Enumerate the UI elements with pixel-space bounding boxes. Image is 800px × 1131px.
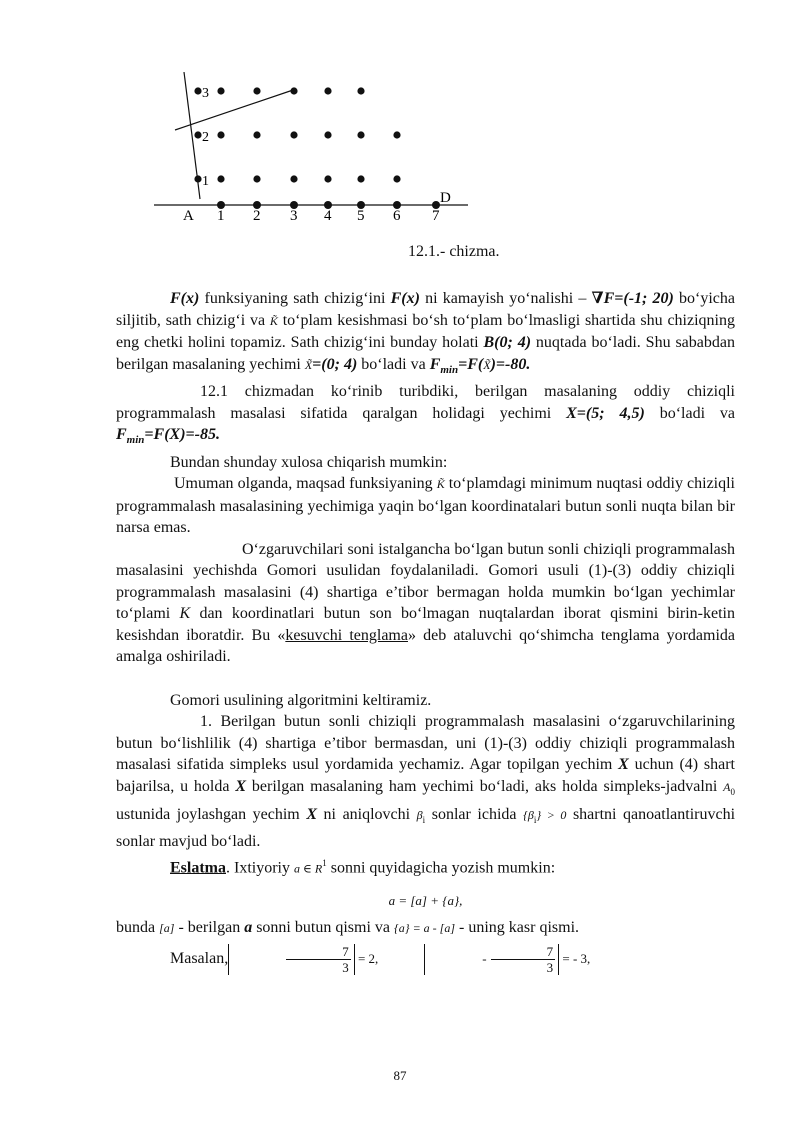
- p1-q: X̃: [483, 357, 491, 372]
- lattice-point: [324, 175, 331, 182]
- lattice-point: [217, 87, 224, 94]
- paragraph-4: [116, 473, 735, 539]
- body-text: [116, 288, 735, 975]
- p5-c: dan koordinatlari butun son bo‘lmagan nuqtalardan iborat qismini birin-ketin kesishdan iboratdir. Bu «: [116, 605, 735, 644]
- fraction-2: [491, 944, 556, 975]
- p1-c: F(x): [390, 290, 420, 307]
- p1-a: F(x): [170, 290, 200, 307]
- p1-h: to‘plam kesishmasi bo‘sh to‘plam bo‘lmasligi shartida shu chiziqning eng chetki holini topamiz. Sath chizig‘ini bunday holati: [116, 311, 735, 351]
- lattice-point: [290, 175, 297, 182]
- level-line: [175, 89, 296, 130]
- p7-f: A: [723, 779, 731, 794]
- p5-b: K: [179, 605, 191, 623]
- p7-a: 1. Berilgan butun sonli chiziqli programmalash masalasini o‘zgaruvchilarining butun bo‘lishlilik (4) shartiga e’tibor bermasdan, uni (1)-(3) oddiy chiziqli programmalash masalasi sifatida simpleks usul yordamida yechamiz. Agar topilgan yechim: [116, 713, 735, 774]
- lattice-point: [357, 87, 364, 94]
- paragraph-7: [116, 711, 735, 852]
- lattice-point: [194, 175, 201, 182]
- y-tick-label: 3: [202, 86, 209, 101]
- fraction-2-numerator: 7: [491, 944, 556, 960]
- p7-c: uchun (4) shart bajarilsa, u holda: [116, 756, 735, 795]
- p10-a: Masalan,: [170, 949, 229, 967]
- p9-f: {a} = a - [a]: [393, 921, 456, 936]
- x-tick-label: 7: [432, 208, 440, 224]
- fraction-2-denominator: 3: [546, 959, 554, 975]
- p7-k: β: [416, 807, 423, 822]
- p7-l: i: [422, 814, 426, 825]
- floor-bracket-2: [424, 944, 559, 975]
- lattice-point: [393, 175, 400, 182]
- p9-a: bunda: [116, 919, 160, 937]
- p1-b: funksiyaning sath chizig‘ini: [199, 290, 391, 307]
- p7-m: sonlar ichida: [425, 805, 524, 823]
- fraction-1-denominator: 3: [342, 959, 349, 975]
- paragraph-9: [116, 917, 735, 940]
- p5-e: » deb ataluvchi qo‘shimcha tenglama yordamida amalga oshiriladi.: [116, 626, 736, 666]
- p1-e: ∇F=(-1; 20): [591, 290, 674, 307]
- fraction-1-numerator: 7: [286, 944, 351, 960]
- paragraph-3: Bundan shunday xulosa chiqarish mumkin:: [170, 453, 448, 471]
- lattice-point: [324, 131, 331, 138]
- p1-i: B(0; 4): [483, 334, 532, 351]
- label-a: A: [183, 208, 194, 224]
- x-tick-label: 5: [357, 208, 365, 224]
- lattice-point: [217, 175, 224, 182]
- p2-d: F: [116, 426, 127, 444]
- y-tick-label: 2: [202, 130, 209, 145]
- p5-a: O‘zgaruvchilari soni istalgancha bo‘lgan butun sonli chiziqli programmalash masalasini yechishda Gomori usulidan foydalaniladi. Gomori usuli (1)-(3) oddiy chiziqli programmalash masalasini (4) shartiga e’tibor bermagan holda mumkin bo‘lgan yechimlar to‘plami: [116, 540, 735, 623]
- p1-o: min: [440, 363, 459, 376]
- p1-r: )=-80.: [490, 355, 531, 373]
- formula-fraction-decomposition: a = [a] + {a},: [388, 892, 463, 908]
- y-tick-label: 1: [202, 174, 209, 189]
- paragraph-8: [116, 853, 735, 880]
- p7-o: i: [533, 814, 537, 825]
- p7-p: } > 0: [536, 807, 567, 822]
- p7-n: {β: [523, 807, 534, 822]
- lattice-plot: [150, 72, 490, 232]
- p5-d: kesuvchi tenglama: [285, 626, 408, 644]
- p1-m: bo‘ladi va: [357, 355, 430, 373]
- p7-e: berilgan masalaning ham yechimi bo‘ladi, aks holda simpleks-jadvalni: [246, 777, 724, 795]
- p2-b: X=(5; 4,5): [566, 404, 645, 422]
- p2-e: min: [126, 434, 145, 447]
- lattice-point: [217, 131, 224, 138]
- figure-caption: 12.1.- chizma.: [408, 243, 500, 260]
- p9-b: [a]: [159, 921, 175, 936]
- p7-h: ustunida joylashgan yechim: [116, 805, 307, 823]
- p4-c: to‘plamdagi minimum nuqtasi oddiy chiziqli programmalash masalasining yechimiga yaqin bo‘lgan koordinatalari butun sonli nuqta bilan bir narsa emas.: [116, 475, 736, 537]
- lattice-point: [357, 175, 364, 182]
- floor-bracket-1: [228, 944, 355, 975]
- p4-b: K̃: [436, 477, 445, 492]
- p10-e: -: [482, 950, 487, 966]
- p10-d: = 2,: [354, 950, 379, 966]
- lattice-point: [290, 131, 297, 138]
- p10-h: = - 3,: [559, 950, 591, 966]
- p9-e: sonni butun qismi va: [252, 919, 394, 937]
- fraction-1: [286, 944, 351, 975]
- p7-q: shartni qanoatlantiruvchi sonlar mavjud bo‘ladi.: [116, 805, 736, 851]
- p7-b: X: [618, 756, 629, 774]
- page-number: 87: [393, 1068, 407, 1083]
- x-tick-label: 6: [393, 208, 401, 224]
- lattice-point: [253, 87, 260, 94]
- paragraph-1: [116, 288, 735, 381]
- p2-a: 12.1 chizmadan ko‘rinib turibdiki, berilgan masalaning oddiy chiziqli programmalash masalasi sifatida qaralgan holidagi yechimi: [116, 383, 735, 422]
- p9-c: - berilgan: [174, 919, 245, 937]
- paragraph-6: Gomori usulining algoritmini keltiramiz.: [170, 691, 432, 709]
- p7-g: 0: [730, 787, 735, 798]
- lattice-point: [393, 131, 400, 138]
- p2-c: bo‘ladi va: [644, 404, 736, 422]
- paragraph-10: [116, 944, 735, 975]
- p8-c: a ∈ R: [294, 861, 323, 876]
- paragraph-5: [116, 539, 735, 668]
- lattice-point: [324, 87, 331, 94]
- spacer: [116, 668, 735, 690]
- lattice-figure: [150, 72, 490, 232]
- x-tick-label: 2: [253, 208, 261, 224]
- p1-g: K̃: [269, 313, 278, 328]
- p1-d: ni kamayish yo‘nalishi –: [419, 290, 592, 307]
- p1-p: =F(: [458, 355, 484, 373]
- p7-i: X: [306, 805, 317, 823]
- lattice-point: [290, 87, 297, 94]
- paragraph-2: [116, 381, 735, 452]
- lattice-point: [194, 87, 201, 94]
- p9-g: - uning kasr qismi.: [455, 919, 580, 937]
- lattice-point: [253, 131, 260, 138]
- x-tick-label: 1: [217, 208, 225, 224]
- p8-a: Eslatma: [170, 859, 226, 877]
- p1-l: =(0; 4): [312, 355, 358, 373]
- p1-j: nuqtada bo‘ladi. Shu sababdan berilgan masalaning yechimi: [116, 334, 735, 373]
- x-tick-label: 4: [324, 208, 332, 224]
- p8-d: 1: [322, 857, 327, 868]
- p8-b: . Ixtiyoriy: [226, 859, 294, 877]
- label-d: D: [440, 190, 451, 206]
- lattice-point: [253, 175, 260, 182]
- x-tick-label: 3: [290, 208, 298, 224]
- p8-e: sonni quyidagicha yozish mumkin:: [326, 859, 556, 877]
- p9-d: a: [244, 919, 253, 937]
- p7-d: X: [235, 777, 247, 795]
- p2-f: =F(X)=-85.: [144, 426, 220, 444]
- p7-j: ni aniqlovchi: [317, 805, 417, 823]
- lattice-point: [194, 131, 201, 138]
- p4-a: Umuman olganda, maqsad funksiyaning: [174, 475, 437, 493]
- lattice-point: [357, 131, 364, 138]
- p1-n: F: [429, 355, 441, 373]
- p1-f: bo‘yicha siljitib, sath chizig‘i va: [116, 290, 735, 329]
- p1-k: X̃: [304, 357, 313, 372]
